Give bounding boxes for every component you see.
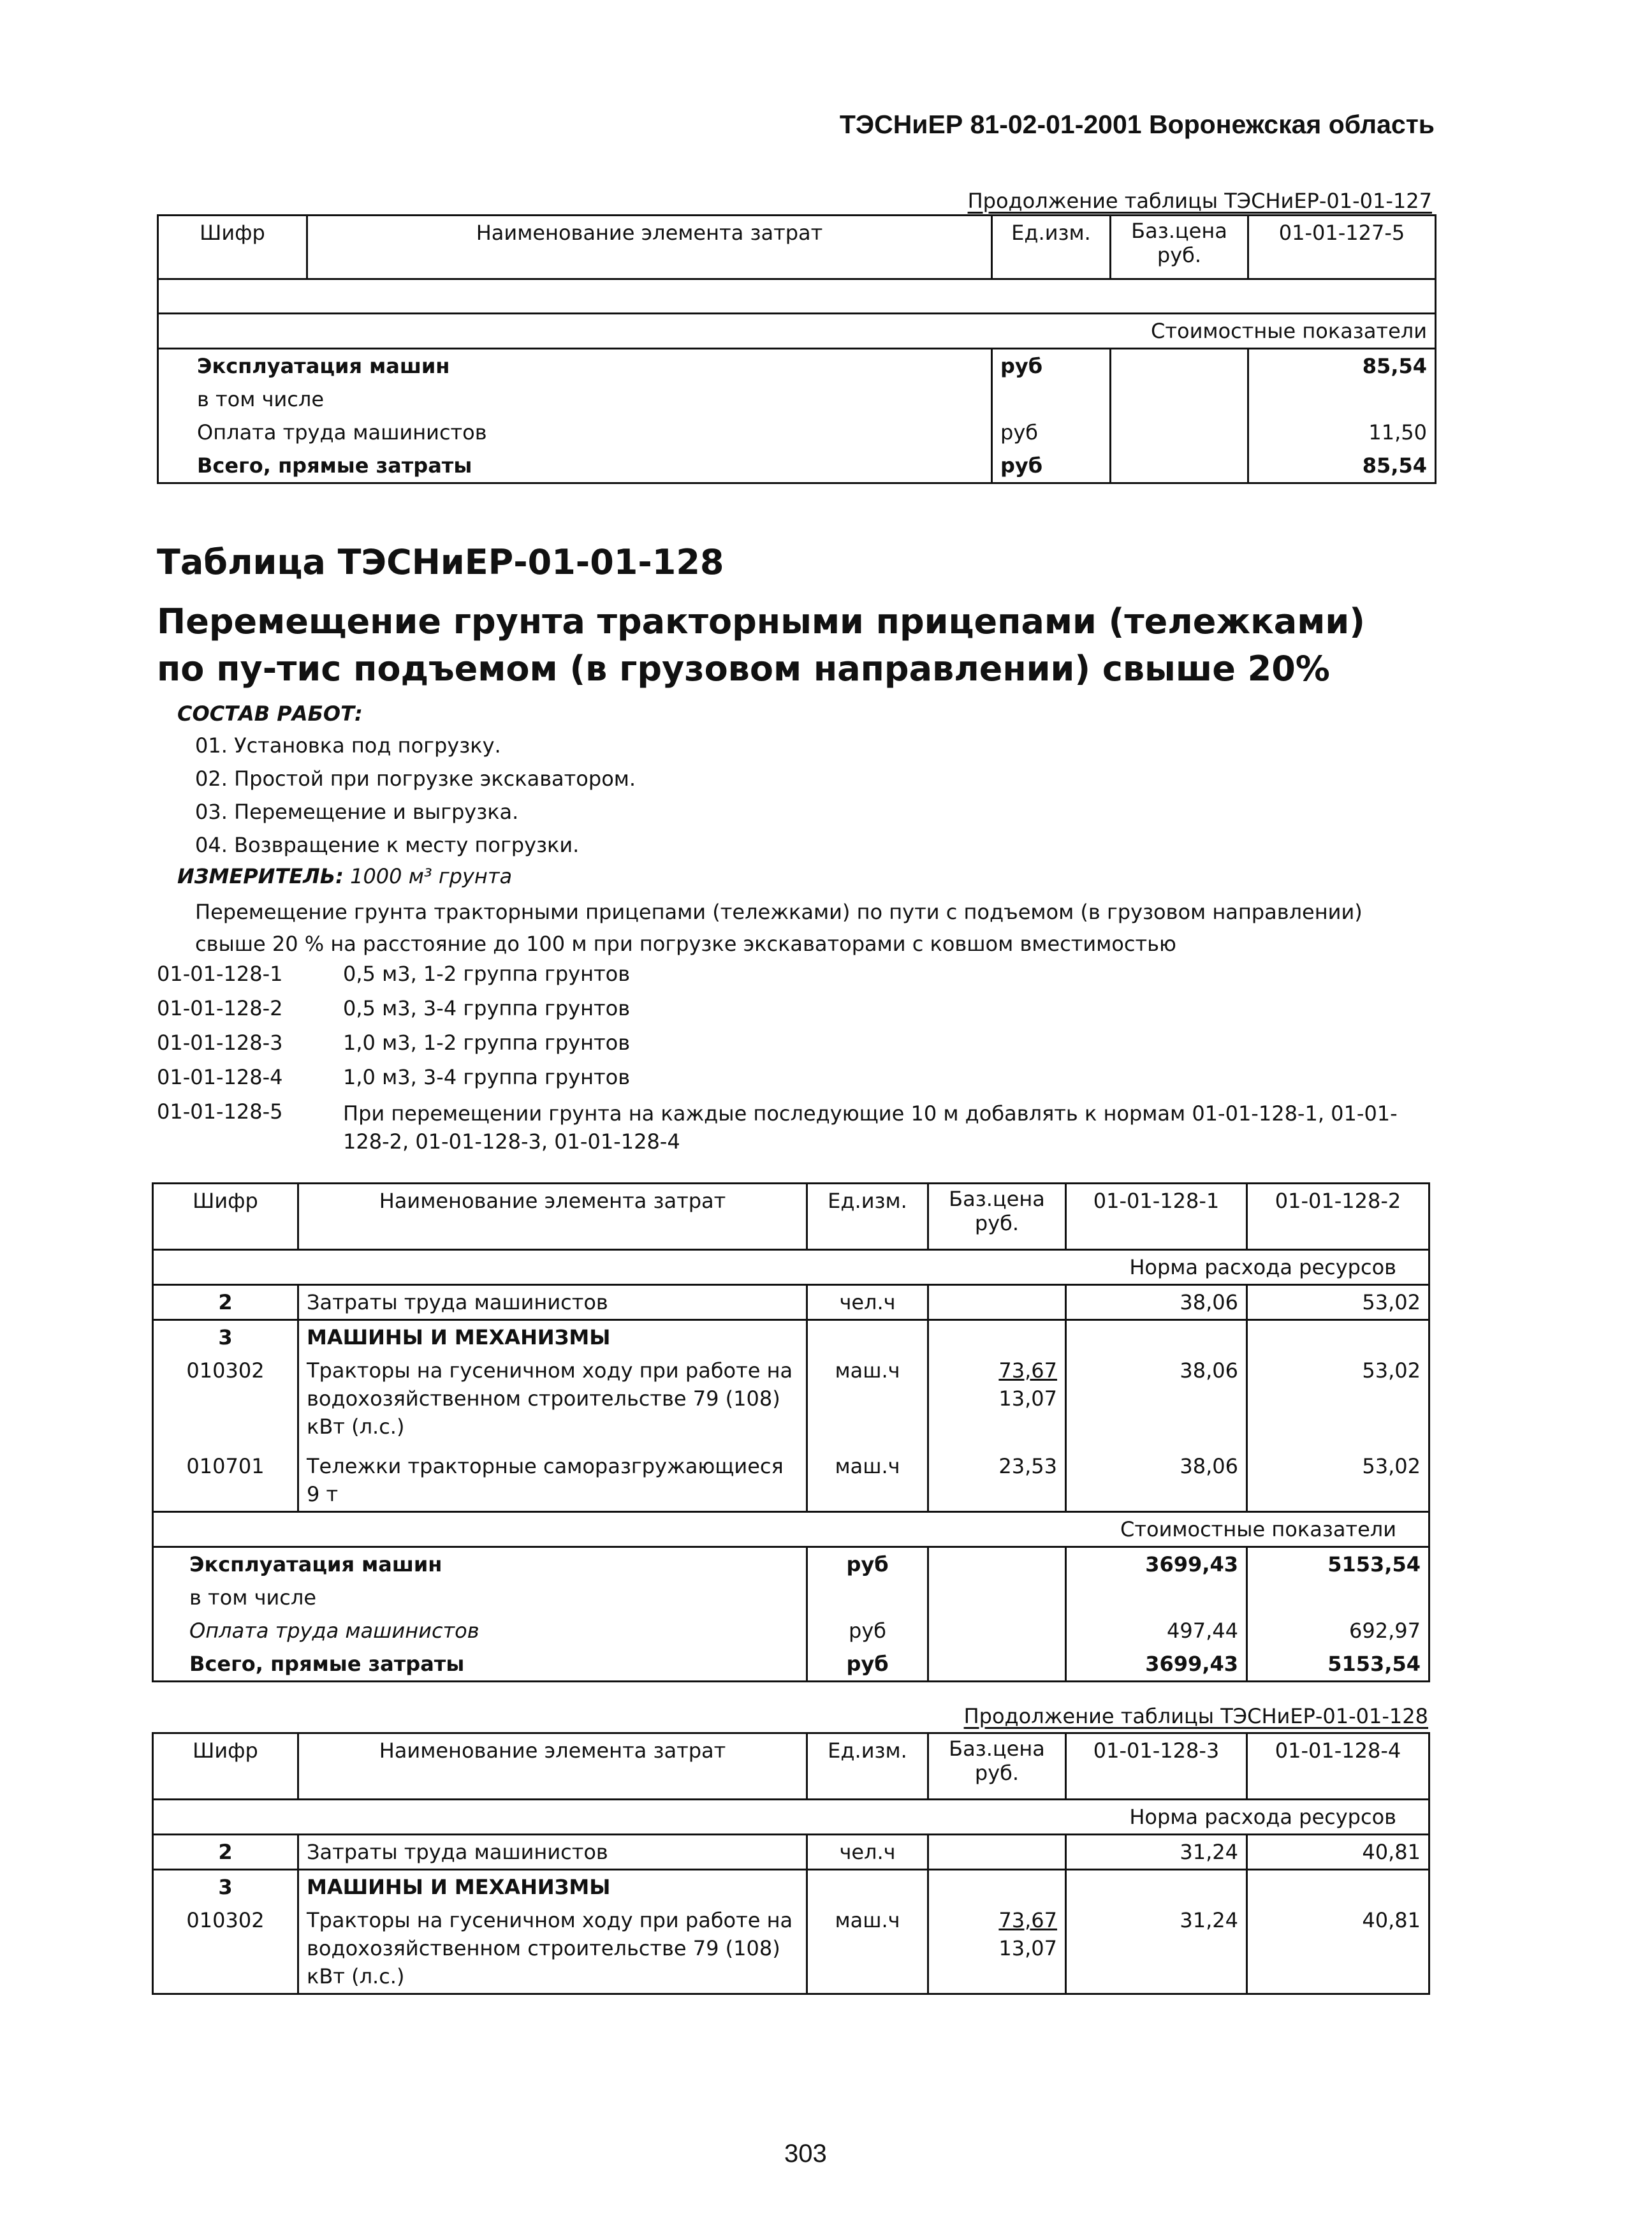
col-name: Наименование элемента затрат (298, 1184, 807, 1250)
col-code-4: 01-01-128-4 (1247, 1733, 1429, 1800)
cell-unit: маш.ч (807, 1354, 928, 1443)
work-item: 04. Возвращение к месту погрузки. (195, 833, 580, 857)
cell-name: Тележки тракторные саморазгружающиеся 9 т (298, 1443, 807, 1512)
table-128-title: Таблица ТЭСНиЕР-01-01-128 (157, 542, 724, 582)
description: Перемещение грунта тракторными прицепами (тележками) по пути с подъемом (в грузовом направлении) свыше 20 % на расстояние до 100 м при погрузке экскаваторами с ковшом вместимостью (195, 900, 1363, 956)
cell-unit: чел.ч (807, 1285, 928, 1320)
cell-value: 40,81 (1247, 1904, 1429, 1994)
code-id: 01-01-128-4 (157, 1065, 283, 1089)
cell-value: 38,06 (1066, 1354, 1247, 1443)
cell-name: Тракторы на гусеничном ходу при работе на водохозяйственном строительстве 79 (108) кВт (л.с.) (298, 1904, 807, 1994)
col-unit: Ед.изм. (807, 1733, 928, 1800)
row-total-direct: Всего, прямые затраты (158, 449, 992, 483)
col-shifr: Шифр (153, 1733, 298, 1800)
col-shifr: Шифр (153, 1184, 298, 1250)
cell-value: 53,02 (1247, 1354, 1429, 1443)
cell-unit: руб (992, 449, 1111, 483)
col-price: Баз.цена руб. (928, 1184, 1066, 1250)
section-norm: Норма расхода ресурсов (153, 1800, 1429, 1835)
price-line-2: 13,07 (998, 1936, 1057, 1960)
cell-code: 010302 (153, 1354, 298, 1443)
table-128-subtitle: Перемещение грунта тракторными прицепами (тележками) по пу-тис подъемом (в грузовом направлении) свыше 20% (157, 601, 1365, 689)
cell-value: 53,02 (1247, 1285, 1429, 1320)
col-code-3: 01-01-128-3 (1066, 1733, 1247, 1800)
col-price: Баз.цена руб. (928, 1733, 1066, 1800)
col-shifr: Шифр (158, 216, 307, 279)
price-line-1: 73,67 (998, 1358, 1057, 1383)
code-text: При перемещении грунта на каждые последующие 10 м добавлять к нормам 01-01-128-1, 01-01-128-2, 01-01-128-3, 01-01-128-4 (343, 1101, 1398, 1154)
cell-value: 497,44 (1066, 1614, 1247, 1647)
table-127 (157, 214, 1436, 484)
col-name: Наименование элемента затрат (298, 1733, 807, 1800)
measure-label: ИЗМЕРИТЕЛЬ: (177, 864, 344, 888)
cell-value: 31,24 (1066, 1835, 1247, 1870)
cell-price: 23,53 (928, 1443, 1066, 1512)
cell-name: МАШИНЫ И МЕХАНИЗМЫ (298, 1870, 807, 1904)
cell-value: 5153,54 (1247, 1647, 1429, 1682)
section-cost: Стоимостные показатели (158, 314, 1436, 349)
cell-value: 11,50 (1248, 416, 1436, 449)
col-price: Баз.цена руб. (1111, 216, 1248, 279)
cell-unit: руб (992, 349, 1111, 383)
cell-unit: руб (992, 416, 1111, 449)
measure-value: 1000 м³ грунта (350, 864, 513, 888)
cell-price (928, 1354, 1066, 1443)
col-name: Наименование элемента затрат (307, 216, 992, 279)
code-text: 0,5 м3, 1-2 группа грунтов (343, 962, 631, 986)
row-operator-pay: Оплата труда машинистов (158, 416, 992, 449)
code-id: 01-01-128-5 (157, 1099, 283, 1124)
section-cost: Стоимостные показатели (153, 1512, 1429, 1547)
work-item: 01. Установка под погрузку. (195, 733, 501, 758)
cell-name: Затраты труда машинистов (298, 1835, 807, 1870)
table-127-caption: Продолжение таблицы ТЭСНиЕР-01-01-127 (967, 189, 1432, 213)
code-id: 01-01-128-1 (157, 962, 283, 986)
cell-value: 31,24 (1066, 1904, 1247, 1994)
cell-value: 85,54 (1248, 349, 1436, 383)
code-text: 1,0 м3, 1-2 группа грунтов (343, 1031, 631, 1055)
col-unit: Ед.изм. (807, 1184, 928, 1250)
row-including: в том числе (158, 383, 992, 416)
section-norm: Норма расхода ресурсов (153, 1250, 1429, 1285)
code-text: 0,5 м3, 3-4 группа грунтов (343, 996, 631, 1020)
table-128-continuation-caption: Продолжение таблицы ТЭСНиЕР-01-01-128 (963, 1704, 1428, 1728)
cell-code: 2 (153, 1835, 298, 1870)
cell-code: 010701 (153, 1443, 298, 1512)
work-item: 03. Перемещение и выгрузка. (195, 800, 519, 824)
col-code-1: 01-01-128-1 (1066, 1184, 1247, 1250)
cell-name: Затраты труда машинистов (298, 1285, 807, 1320)
cell-code: 3 (153, 1320, 298, 1355)
price-line-2: 13,07 (998, 1386, 1057, 1411)
cell-value: 692,97 (1247, 1614, 1429, 1647)
work-item: 02. Простой при погрузке экскаватором. (195, 767, 636, 791)
code-id: 01-01-128-3 (157, 1031, 283, 1055)
price-line-1: 73,67 (998, 1908, 1057, 1932)
cell-name: МАШИНЫ И МЕХАНИЗМЫ (298, 1320, 807, 1355)
cell-unit: руб (807, 1547, 928, 1582)
measure-line (177, 864, 512, 888)
row-machine-exploitation: Эксплуатация машин (153, 1547, 807, 1582)
cell-value: 85,54 (1248, 449, 1436, 483)
cell-unit: чел.ч (807, 1835, 928, 1870)
cell-unit: маш.ч (807, 1904, 928, 1994)
cell-unit: руб (807, 1614, 928, 1647)
page-number: 303 (784, 2140, 827, 2168)
table-128-b (152, 1732, 1430, 1995)
row-machine-exploitation: Эксплуатация машин (158, 349, 992, 383)
row-total-direct: Всего, прямые затраты (153, 1647, 807, 1682)
cell-unit: маш.ч (807, 1443, 928, 1512)
col-code-2: 01-01-128-2 (1247, 1184, 1429, 1250)
cell-code: 3 (153, 1870, 298, 1904)
code-text: 1,0 м3, 3-4 группа грунтов (343, 1065, 631, 1089)
code-id: 01-01-128-2 (157, 996, 283, 1020)
row-operator-pay: Оплата труда машинистов (153, 1614, 807, 1647)
cell-name: Тракторы на гусеничном ходу при работе на водохозяйственном строительстве 79 (108) кВт (л.с.) (298, 1354, 807, 1443)
cell-unit: руб (807, 1647, 928, 1682)
cell-value: 38,06 (1066, 1443, 1247, 1512)
page-header: ТЭСНиЕР 81-02-01-2001 Воронежская область (839, 110, 1435, 139)
cell-value: 38,06 (1066, 1285, 1247, 1320)
cell-value: 5153,54 (1247, 1547, 1429, 1582)
cell-value: 53,02 (1247, 1443, 1429, 1512)
cell-value: 40,81 (1247, 1835, 1429, 1870)
col-code: 01-01-127-5 (1248, 216, 1436, 279)
row-including: в том числе (153, 1581, 807, 1614)
cell-code: 2 (153, 1285, 298, 1320)
cell-price (928, 1904, 1066, 1994)
cell-value: 3699,43 (1066, 1547, 1247, 1582)
cell-code: 010302 (153, 1904, 298, 1994)
work-composition-label: СОСТАВ РАБОТ: (177, 702, 363, 726)
col-unit: Ед.изм. (992, 216, 1111, 279)
table-128-a (152, 1182, 1430, 1682)
cell-value: 3699,43 (1066, 1647, 1247, 1682)
